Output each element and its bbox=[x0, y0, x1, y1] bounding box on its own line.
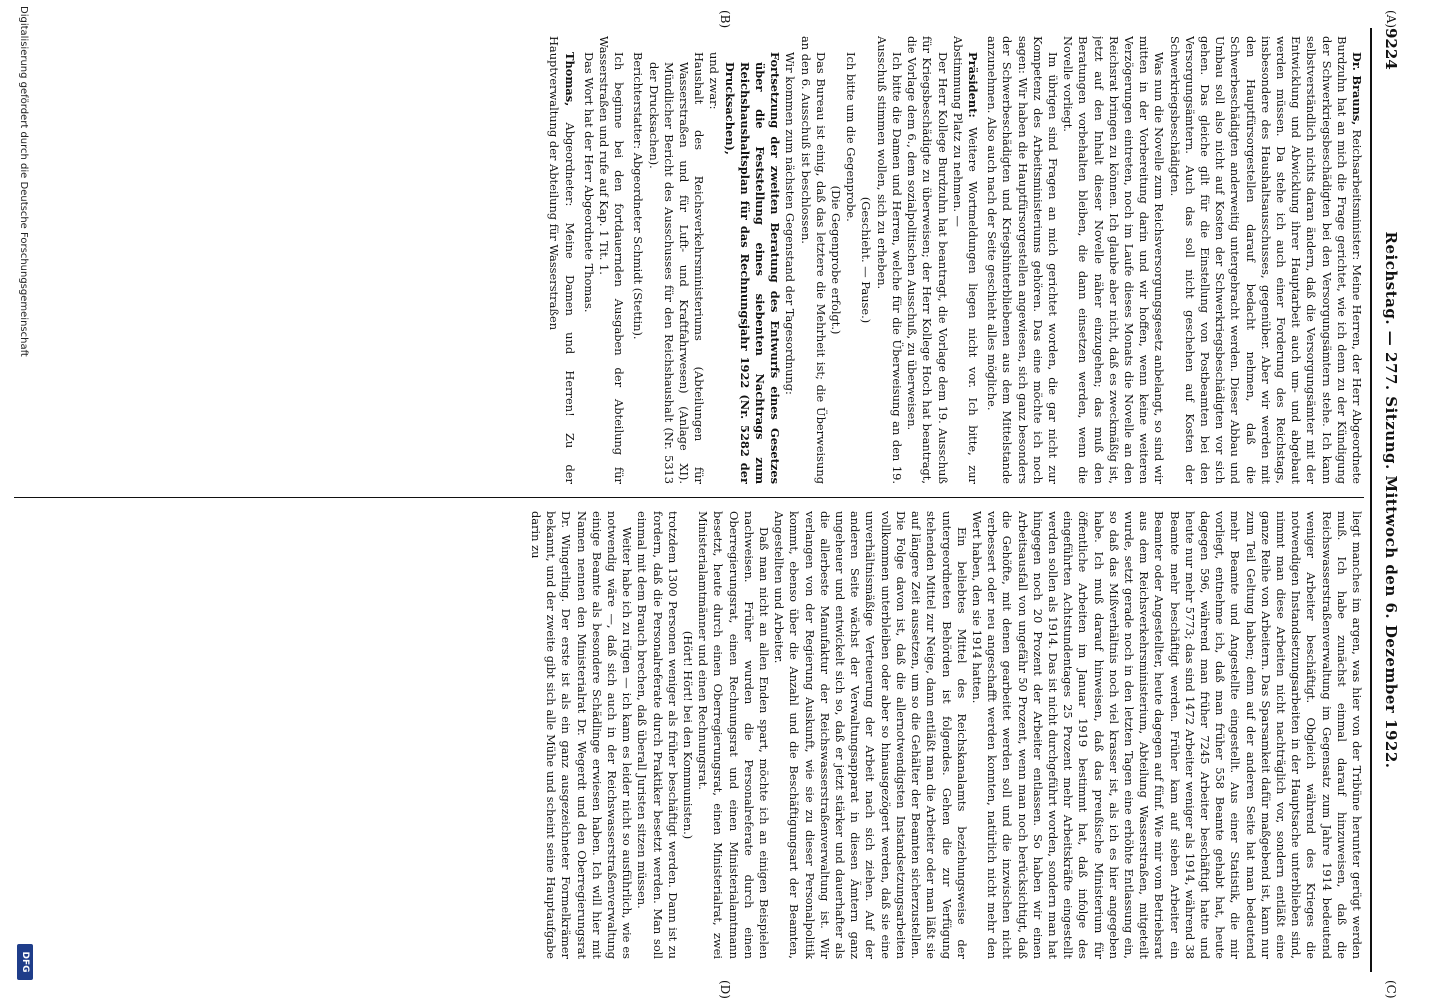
margin-marker-b: (B) bbox=[718, 10, 732, 29]
dfg-logo: DFG bbox=[17, 944, 33, 980]
paragraph: liegt manches im argen, was hier von der Tribüne herunter gerügt werden muß. Ich habe zunächst einmal darauf hinzuweisen, daß die Reichswasserstraßenverwaltung im Gegensatz zum Jahre 1914 bedeutend weniger Arbeiter beschäftigt. Obgleich während des Krieges die notwendigen Instandsetzungsarbeiten in der Hauptsache unterblieben sind, nimmt man diese Arbeiten nicht nachträglich vor, sondern entläßt eine ganze Reihe von Arbeitern. Das Sparsamkeit dafür maßgebend ist, kann nur zum Teil Geltung haben; denn auf der anderen Seite hat man bedeutend mehr Beamte und Angestellte eingestellt. Aus einer Statistik, die mir vorliegt, entnehme ich, daß man früher 558 Beamte gehabt hat, heute dagegen 596, während man früher 7245 Arbeiter beschäftigt hatte und heute nur mehr 5773; das sind 1472 Arbeiter weniger als 1914, während 38 Beamte mehr beschäftigt werden. Früher kam auf sieben Arbeiter ein Beamter oder Angestellter, heute dagegen auf fünf. Wie mir vom Betriebsrat aus dem Reichsverkehrsministerium, Abteilung Wasserstraßen, mitgeteilt wurde, setzt gerade noch in den letzten Tagen eine erhöhte Entlassung ein, so daß das Mißverhältnis noch viel krasser ist, als ich es hier angegeben habe. Ich muß darauf hinweisen, daß das preußische Ministerium für öffentliche Arbeiten im Januar 1919 bestimmt hat, daß infolge des eingeführten Achtstundentages 25 Prozent mehr Arbeitskräfte eingestellt werden sollen als 1914. Das ist nicht durchgeführt worden, sondern man hat hingegen noch 20 Prozent der Arbeiter entlassen. So haben wir einen Arbeitsausfall von ungefähr 50 Prozent, wenn man noch berücksichtigt, daß die Gehöfte, mit denen gearbeitet werden soll und die inzwischen nicht verbessert oder neu angeschafft werden konnten, natürlich nicht mehr den Wert haben, den sie 1914 hatten. bbox=[969, 511, 1364, 959]
paragraph: Der Herr Kollege Burdzuhn hat beantragt, die Vorlage dem 19. Ausschuß für Kriegsbeschädigte zu überweisen; der Herr Kollege Hoch hat beantragt, die Vorlage dem 6., dem sozialpolitischen Ausschuß, zu überweisen. bbox=[905, 36, 950, 484]
stage-direction: (Geschieht. — Pause.) bbox=[859, 196, 874, 324]
paragraph bbox=[546, 36, 576, 484]
funding-note: Digitalisierung gefördert durch die Deutsche Forschungsgemeinschaft bbox=[18, 6, 29, 357]
paragraph: Daß man nicht an allen Enden spart, möchte ich an einigen Beispielen nachweisen. Früher wurden die Personalreferate durch einen Oberregierungsrat, einen Rechnungsrat und einen Ministerialamtmann besetzt, heute durch einen Oberregierungsrat, einen Ministerialrat, zwei Ministerialamtmänner und einen Rechnungsrat. bbox=[696, 511, 772, 959]
paragraph: trotzdem 1300 Personen weniger als früher beschäftigt werden. Dann ist zu fordern, daß die Personalreferate durch Praktiker besetzt werden. Man soll einmal mit dem Brauch brechen, daß überall Juristen sitzen müssen. bbox=[635, 511, 680, 959]
speaker-name: Präsident: bbox=[965, 52, 980, 118]
margin-marker-d: (D) bbox=[718, 980, 732, 999]
paragraph-text: Reichsarbeitsminister: Meine Herren, der Herr Abgeordnete Burdzuhn hat an mich die Frage gerichtet, wie ich denn zu der Kündigung der Schwerkriegsbeschädigten bei den Versorgungsämtern stehe. Ich kann selbstverständlich nichts daran ändern, daß die Versorgungsämter mit der Entwicklung und Abwicklung ihrer Hauptarbeit auch um- und abgebaut werden müssen. Da stehe ich auch einer Forderung des Reichstags, insbesondere des Haushaltsausschusses, gegenüber. Aber wir werden mit den Hauptfürsorgestellen darauf bedacht nehmen, daß die Schwerbeschädigten anderweitig untergebracht werden. Dieser Abbau und Umbau soll also nicht auf Kosten der Schwerkriegsbeschädigten vor sich gehen. Das gleiche gilt für die Einstellung von Postbeamten bei den Versorgungsämtern. Auch das soll nicht geschehen auf Kosten der Schwerkriegsbeschädigten. bbox=[1167, 36, 1364, 484]
page-header bbox=[1374, 28, 1400, 972]
left-column bbox=[9, 36, 1364, 484]
header-rule bbox=[1370, 28, 1372, 972]
paragraph bbox=[1166, 36, 1364, 484]
interjection: (Hört! Hört! bei den Kommunisten.) bbox=[681, 630, 696, 840]
margin-marker-c: (C) bbox=[1384, 980, 1398, 999]
paragraph: Im übrigen sind Fragen an mich gerichtet worden, die gar nicht zur Kompetenz des Arbeitsministeriums gehören. Das eine möchte ich noch sagen: Wir haben die Hauptfürsorgestellen angewiesen, sich ganz besonders der Schwerbeschädigten und Kriegshinterbliebenen aus dem Mittelstande anzunehmen. Also auch nach der Seite geschieht alles mögliche. bbox=[985, 36, 1060, 484]
speaker-name: Thomas, bbox=[562, 52, 577, 107]
page-number: 9224 bbox=[1382, 28, 1400, 70]
agenda-subitem: und zwar: bbox=[707, 52, 722, 110]
paragraph: Wir kommen zum nächsten Gegenstand der Tagesordnung: bbox=[783, 52, 798, 395]
speaker-name: Dr. Brauns, bbox=[1350, 52, 1364, 126]
agenda-subitem: Haushalt des Reichsverkehrsministeriums (Abteilungen für Wasserstraßen und für Luft- und Kraftfahrwesen) (Anlage XI). Mündlicher Bericht des Ausschusses für den Reichshaushalt (Nr. 5313 der Drucksachen). bbox=[646, 52, 707, 484]
rapporteur-line: Berichterstatter: Abgeordneter Schmidt (Stettin). bbox=[631, 52, 646, 340]
agenda-item-title: Fortsetzung der zweiten Beratung des Entwurfs eines Gesetzes über die Feststellung eines siebenten Nachtrags zum Reichshaushaltsplan für das Rechnungsjahr 1922 (Nr. 5282 der Drucksachen), bbox=[722, 52, 783, 484]
right-column bbox=[9, 511, 1364, 959]
column-divider bbox=[14, 497, 1364, 498]
digitization-footer bbox=[9, 0, 37, 1000]
paragraph bbox=[950, 36, 980, 484]
paragraph: Das Bureau ist einig, daß das letztere die Mehrheit ist; die Überweisung an den 6. Ausschuß ist beschlossen. bbox=[798, 36, 828, 484]
paragraph: Ich beginne bei den fortdauernden Ausgaben der Abteilung für Wasserstraßen und rufe auf Kap. 1 Tit. 1. bbox=[597, 36, 627, 484]
paragraph: Was nun die Novelle zum Reichsversorgungsgesetz anbelangt, so sind wir mitten in der Vorbereitung darin und wir hoffen, wenn keine weiteren Verzögerungen eintreten, noch im Laufe dieses Monats die Novelle an den Reichsrat bringen zu können. Ich glaube aber nicht, daß es zweckmäßig ist, jetzt auf den Inhalt dieser Novelle näher einzugehen; das muß den Beratungen vorbehalten bleiben, die dann einsetzen werden, wenn die Novelle vorliegt. bbox=[1061, 36, 1167, 484]
page-title: Reichstag. — 277. Sitzung. Mittwoch den 6. Dezember 1922. bbox=[1382, 231, 1400, 769]
stage-direction: (Die Gegenprobe erfolgt.) bbox=[829, 185, 844, 335]
paragraph-text: Weitere Wortmeldungen liegen nicht vor. Ich bitte, zur Abstimmung Platz zu nehmen. — bbox=[950, 36, 980, 484]
paragraph-text: Abgeordneter: Meine Damen und Herren! Zu der Hauptverwaltung der Abteilung für Wasserstraßen bbox=[547, 36, 577, 484]
paragraph: Ich bitte um die Gegenprobe. bbox=[844, 52, 859, 222]
margin-marker-a: (A) bbox=[1384, 10, 1398, 29]
agenda-item bbox=[721, 36, 782, 484]
paragraph: Ein beliebtes Mittel des Reichskanalamts beziehungsweise der untergeordneten Behörden ist folgendes. Gehen die zur Verfügung stehenden Mittel zur Neige, dann entläßt man die Arbeiter oder man läßt sie auf längere Zeit aussetzen, um so die Gehälter der Beamten sicherzustellen. Die Folge davon ist, daß die allernotwendigsten Instandsetzungsarbeiten vollkommen unterbleiben oder aber so hinausgezögert werden, daß sie eine unverhältnismäßige Verteuerung der Arbeit nach sich ziehen. Auf der anderen Seite wächst der Verwaltungsapparat in diesen Ämtern ganz ungeheuer und entwickelt sich so, daß er jetzt stärker und dauerhafter als die allerbeste Manufaktur der Reichswasserstraßenverwaltung ist. Wir verlangen von der Regierung Auskunft, wie sie zu dieser Personalpolitik kommt, ebenso über die Anzahl und die Beschäftigungsart der Beamten, Angestellten und Arbeiter. bbox=[772, 511, 969, 959]
paragraph: Ich bitte die Damen und Herren, welche für die Überweisung an den 19. Ausschuß stimmen wollen, sich zu erheben. bbox=[874, 36, 904, 484]
paragraph: Weiter habe ich zu rügen — ich kann es leider nicht so ausführlich, wie es notwendig wäre —, daß sich auch in der Reichswasserstraßenverwaltung einige Beamte als besondere Schädlinge erwiesen haben. Ich will hier mit Namen nennen den Ministerialrat Dr. Wegerdt und den Oberregierungsrat Dr. Wingerling. Der erste ist als ein ganz ausgezeichneter Formelkrämer bekannt, und der zweite gibt sich alle Mühe und scheint seine Hauptaufgabe darin zu bbox=[529, 511, 635, 959]
paragraph: Das Wort hat der Herr Abgeordnete Thomas. bbox=[581, 52, 596, 313]
